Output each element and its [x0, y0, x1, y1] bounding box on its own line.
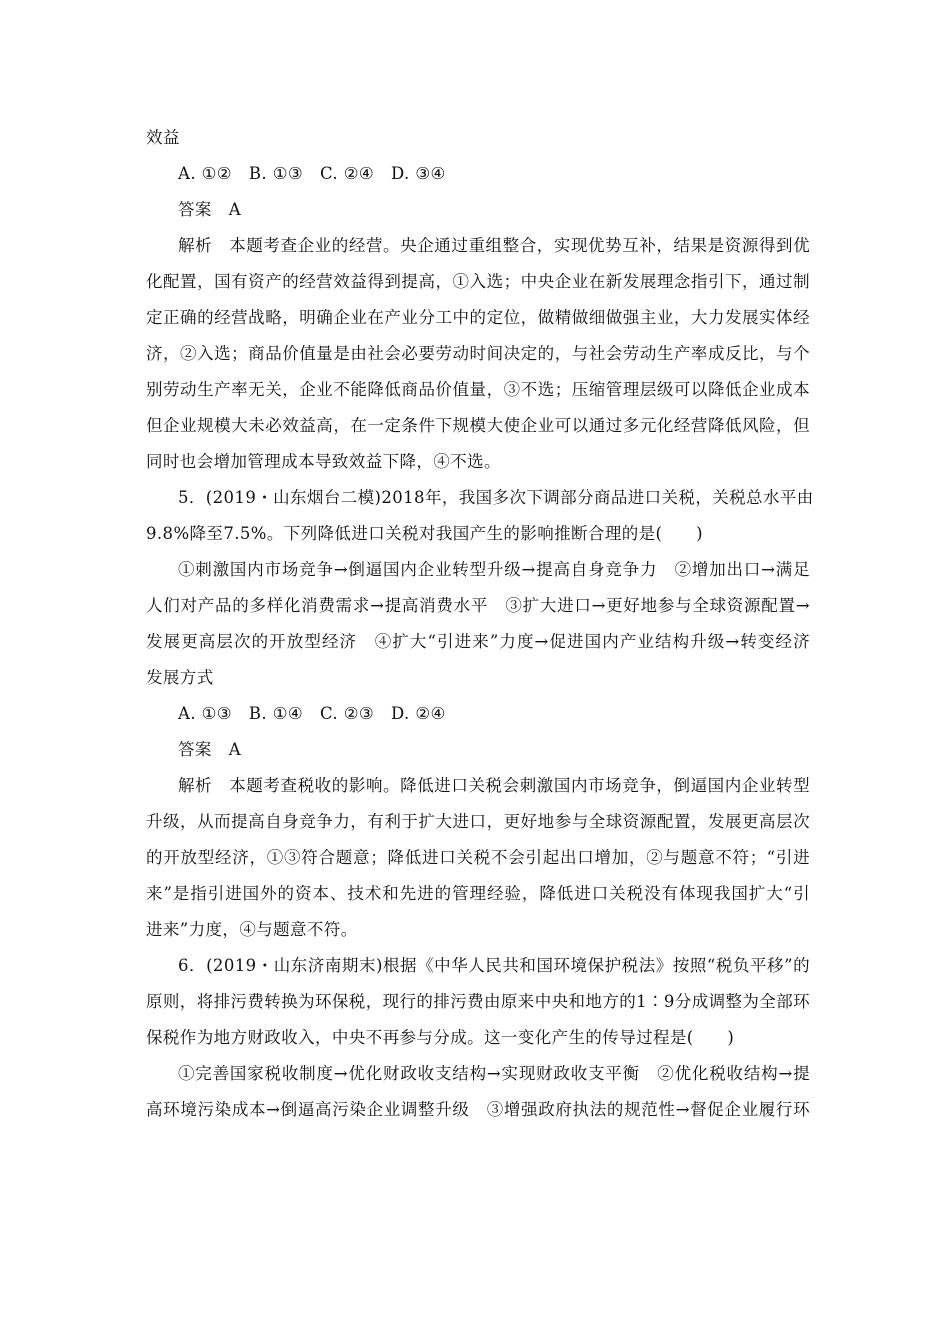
q4-analysis	[146, 228, 810, 480]
analysis-line: 解析 本题考查企业的经营。央企通过重组整合，实现优势互补，结果是资源得到优	[178, 236, 810, 255]
q5-analysis	[146, 768, 810, 948]
stem-line: 6．(2019・山东济南期末)根据《中华人民共和国环境保护税法》按照“税负平移”的	[178, 956, 810, 975]
choice-line: ①完善国家税收制度→优化财政收支结构→实现财政收支平衡 ②优化税收结构→提	[178, 1064, 810, 1083]
q6-choices	[146, 1056, 810, 1128]
analysis-line: 的开放型经济，①③符合题意；降低进口关税不会引起出口增加，②与题意不符；“引进	[146, 848, 810, 867]
q6-stem	[146, 948, 810, 1056]
choice-line: 发展更高层次的开放型经济 ④扩大“引进来”力度→促进国内产业结构升级→转变经济	[146, 632, 810, 651]
q4-stem-tail: 效益	[146, 128, 180, 147]
analysis-line: 进来”力度，④与题意不符。	[146, 920, 358, 939]
stem-line: 保税作为地方财政收入，中央不再参与分成。这一变化产生的传导过程是( )	[146, 1028, 735, 1047]
analysis-line: 但企业规模大未必效益高，在一定条件下规模大使企业可以通过多元化经营降低风险，但	[146, 416, 810, 435]
stem-line: 5．(2019・山东烟台二模)2018年，我国多次下调部分商品进口关税，关税总水平由	[178, 488, 814, 507]
analysis-line: 同时也会增加管理成本导致效益下降，④不选。	[146, 452, 501, 471]
choice-line: 高环境污染成本→倒逼高污染企业调整升级 ③增强政府执法的规范性→督促企业履行环	[146, 1100, 810, 1119]
analysis-line: 济，②入选；商品价值量是由社会必要劳动时间决定的，与社会劳动生产率成反比，与个	[146, 344, 810, 363]
q4-answer: 答案 A	[178, 200, 242, 219]
analysis-line: 别劳动生产率无关，企业不能降低商品价值量，③不选；压缩管理层级可以降低企业成本	[146, 380, 810, 399]
choice-line: ①刺激国内市场竞争→倒逼国内企业转型升级→提高自身竞争力 ②增加出口→满足	[178, 560, 810, 579]
choice-line: 发展方式	[146, 668, 214, 687]
stem-line: 原则，将排污费转换为环保税，现行的排污费由原来中央和地方的1∶9分成调整为全部环	[146, 992, 810, 1011]
analysis-line: 升级，从而提高自身竞争力，有利于扩大进口，更好地参与全球资源配置，发展更高层次	[146, 812, 810, 831]
analysis-line: 来”是指引进国外的资本、技术和先进的管理经验，降低进口关税没有体现我国扩大“引	[146, 884, 810, 903]
q5-choices	[146, 552, 810, 696]
q5-answer: 答案 A	[178, 740, 242, 759]
q5-options: A. ①③ B. ①④ C. ②③ D. ②④	[178, 704, 446, 723]
document-page	[146, 120, 814, 1128]
q5-stem	[146, 480, 814, 552]
analysis-line: 解析 本题考查税收的影响。降低进口关税会刺激国内市场竞争，倒逼国内企业转型	[178, 776, 810, 795]
analysis-line: 定正确的经营战略，明确企业在产业分工中的定位，做精做细做强主业，大力发展实体经	[146, 308, 810, 327]
analysis-line: 化配置，国有资产的经营效益得到提高，①入选；中央企业在新发展理念指引下，通过制	[146, 272, 810, 291]
stem-line: 9.8%降至7.5%。下列降低进口关税对我国产生的影响推断合理的是( )	[146, 524, 704, 543]
q4-options: A. ①② B. ①③ C. ②④ D. ③④	[178, 164, 446, 183]
choice-line: 人们对产品的多样化消费需求→提高消费水平 ③扩大进口→更好地参与全球资源配置→	[146, 596, 810, 615]
